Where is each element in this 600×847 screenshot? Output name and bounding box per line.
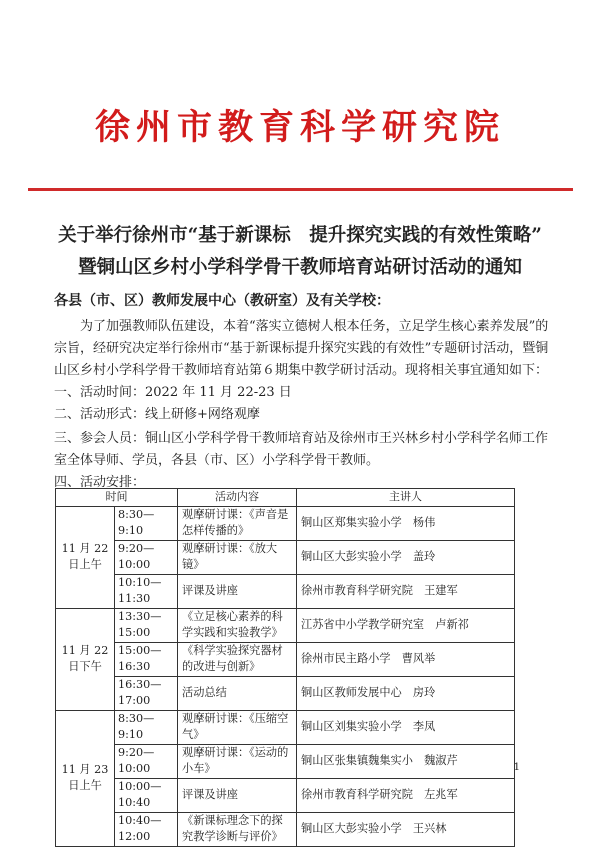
speaker-cell: 铜山区郑集实验小学 杨伟	[297, 506, 515, 540]
date-cell: 11 月 22 日上午	[56, 506, 115, 608]
addressee: 各县（市、区）教师发展中心（教研室）及有关学校：	[54, 293, 390, 309]
section-format	[54, 404, 554, 426]
table-row	[56, 574, 515, 608]
speaker-cell: 铜山区张集镇魏集实小 魏淑芹	[297, 744, 515, 778]
activity-cell: 《新课标理念下的探究教学诊断与评价》	[178, 812, 297, 846]
slot-cell: 10:40—12:00	[115, 812, 178, 846]
activity-cell: 评课及讲座	[178, 574, 297, 608]
slot-cell: 8:30—9:10	[115, 710, 178, 744]
slot-cell: 9:20—10:00	[115, 540, 178, 574]
date-cell: 11 月 22 日下午	[56, 608, 115, 710]
slot-cell: 10:00—10:40	[115, 778, 178, 812]
section-format-label: 二、活动形式：	[54, 407, 146, 422]
speaker-cell: 铜山区刘集实验小学 李凤	[297, 710, 515, 744]
table-row	[56, 506, 515, 540]
table-row	[56, 676, 515, 710]
activity-cell: 评课及讲座	[178, 778, 297, 812]
activity-cell: 《科学实验探究器材的改进与创新》	[178, 642, 297, 676]
intro-paragraph: 为了加强教师队伍建设，本着“落实立德树人根本任务，立足学生核心素养发展”的宗旨，经研究决定举行徐州市“基于新课标提升探究实践的有效性”专题研讨活动，暨铜山区乡村小学科学骨干教师培育站第６期集中教学研讨活动。现将相关事宜通知如下：	[54, 319, 549, 378]
section-participants	[54, 428, 554, 472]
date-cell: 11 月 23 日上午	[56, 710, 115, 846]
slot-cell: 16:30—17:00	[115, 676, 178, 710]
slot-cell: 13:30—15:00	[115, 608, 178, 642]
activity-cell: 观摩研讨课：《声音是怎样传播的》	[178, 506, 297, 540]
table-row	[56, 812, 515, 846]
section-time	[54, 382, 554, 404]
activity-cell: 《立足核心素养的科学实践和实验教学》	[178, 608, 297, 642]
section-participants-value: 铜山区小学科学骨干教师培育站及徐州市王兴林乡村小学科学名师工作室全体导师、学员，各县（市、区）小学科学骨干教师。	[54, 431, 549, 468]
speaker-cell: 江苏省中小学教学研究室 卢新祁	[297, 608, 515, 642]
speaker-cell: 徐州市民主路小学 曹风举	[297, 642, 515, 676]
table-header-row	[56, 489, 515, 507]
issuer-header: 徐州市教育科学研究院	[94, 107, 505, 148]
speaker-cell: 铜山区教师发展中心 房玲	[297, 676, 515, 710]
section-participants-label: 三、参会人员：	[54, 431, 146, 446]
speaker-cell: 铜山区大彭实验小学 盖玲	[297, 540, 515, 574]
activity-cell: 观摩研讨课：《运动的小车》	[178, 744, 297, 778]
slot-cell: 8:30—9:10	[115, 506, 178, 540]
notice-title-line1: 关于举行徐州市“基于新课标 提升探究实践的有效性策略”	[58, 225, 542, 246]
table-row	[56, 744, 515, 778]
speaker-cell: 铜山区大彭实验小学 王兴林	[297, 812, 515, 846]
activity-cell: 观摩研讨课：《压缩空气》	[178, 710, 297, 744]
red-divider-line	[28, 188, 573, 191]
page-number: 1	[513, 762, 520, 773]
section-format-value: 线上研修+网络观摩	[145, 407, 260, 422]
table-row	[56, 710, 515, 744]
activity-cell: 活动总结	[178, 676, 297, 710]
table-row	[56, 540, 515, 574]
table-row	[56, 642, 515, 676]
slot-cell: 9:20—10:00	[115, 744, 178, 778]
schedule-table	[55, 488, 515, 847]
table-row	[56, 778, 515, 812]
section-time-value: 2022 年 11 月 22-23 日	[145, 385, 292, 400]
section-schedule-label: 四、活动安排：	[54, 475, 146, 490]
header-time: 时间	[56, 489, 178, 507]
table-row	[56, 608, 515, 642]
speaker-cell: 徐州市教育科学研究院 左兆军	[297, 778, 515, 812]
notice-title-line2: 暨铜山区乡村小学科学骨干教师培育站研讨活动的通知	[77, 257, 522, 278]
header-activity: 活动内容	[178, 489, 297, 507]
slot-cell: 15:00—16:30	[115, 642, 178, 676]
header-speaker: 主讲人	[297, 489, 515, 507]
activity-cell: 观摩研讨课：《放大镜》	[178, 540, 297, 574]
slot-cell: 10:10—11:30	[115, 574, 178, 608]
speaker-cell: 徐州市教育科学研究院 王建军	[297, 574, 515, 608]
section-time-label: 一、活动时间：	[54, 385, 146, 400]
